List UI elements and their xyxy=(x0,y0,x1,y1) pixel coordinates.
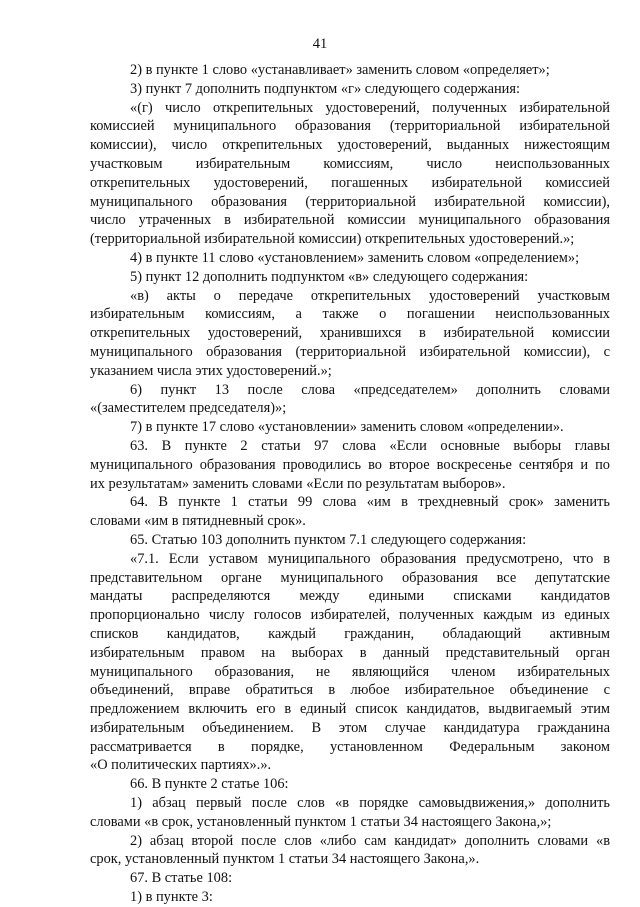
text-line: их результатам» заменить словами «Если по результатам выборов». xyxy=(90,475,506,492)
text-line: списков кандидатов, каждый гражданин, обладающий активным xyxy=(90,625,610,642)
text-line: «О политических партиях».». xyxy=(90,757,272,774)
text-line: 2) абзац второй после слов «либо сам кандидат» дополнить словами «в xyxy=(130,832,610,849)
text-line: 1) абзац первый после слов «в порядке самовыдвижения,» дополнить xyxy=(130,795,610,812)
text-line: 67. В статье 108: xyxy=(130,870,233,887)
text-line: указанием числа этих удостоверений.»; xyxy=(90,362,332,379)
text-line: «(г) число открепительных удостоверений, полученных избирательной xyxy=(130,99,610,116)
text-line: 1) в пункте 3: xyxy=(130,889,213,906)
text-line: «7.1. Если уставом муниципального образования предусмотрено, что в xyxy=(130,550,610,567)
text-line: избирательным объединением. В этом случае кандидатура гражданина xyxy=(90,719,610,736)
text-line: словами «в срок, установленный пунктом 1 статьи 34 настоящего Закона,»; xyxy=(90,813,552,830)
text-line: пропорционально числу голосов избирателей, полученных каждым из единых xyxy=(90,607,610,624)
text-line: открепительных удостоверений, хранившихся в избирательной комиссии xyxy=(90,325,610,342)
text-line: 66. В пункте 2 статье 106: xyxy=(130,776,289,793)
text-line: предложением включить его в единый список кандидатов, выдвигаемый этим xyxy=(90,701,610,718)
text-line: 7) в пункте 17 слово «установлении» заменить словом «определении». xyxy=(130,419,564,436)
text-line: избирательным комиссиям, а также о погашении неиспользованных xyxy=(90,306,610,323)
text-line: 4) в пункте 11 слово «установлением» заменить словом «определением»; xyxy=(130,249,580,266)
text-line: избирательным правом на выборах в данный представительный орган xyxy=(90,644,610,661)
text-line: 3) пункт 7 дополнить подпунктом «г» следующего содержания: xyxy=(130,80,520,97)
text-line: словами «им в пятидневный срок». xyxy=(90,513,306,530)
text-line: объединений, вправе обратиться в любое избирательное объединение с xyxy=(90,682,610,699)
text-line: число утраченных в избирательной комиссии муниципального образования xyxy=(90,212,610,229)
text-line: комиссией муниципального образования (территориальной избирательной xyxy=(90,118,610,135)
text-line: 6) пункт 13 после слова «председателем» дополнить словами xyxy=(130,381,610,398)
text-line: срок, установленный пунктом 1 статьи 34 настоящего Закона,». xyxy=(90,851,480,868)
text-line: 64. В пункте 1 статьи 99 слова «им в трехдневный срок» заменить xyxy=(130,494,610,511)
document-body xyxy=(90,61,610,907)
text-line: 2) в пункте 1 слово «устанавливает» заменить словом «определяет»; xyxy=(130,62,550,78)
text-line: муниципального образования, не являющийся членом избирательных xyxy=(90,663,610,680)
text-line: 63. В пункте 2 статьи 97 слова «Если основные выборы главы xyxy=(130,437,610,454)
text-line: 5) пункт 12 дополнить подпунктом «в» следующего содержания: xyxy=(130,268,529,285)
page-number: 41 xyxy=(312,36,328,52)
text-line: муниципального образования проводились во второе воскресенье сентября и по xyxy=(90,456,610,473)
text-line: муниципального образования (территориальной избирательной комиссии), xyxy=(90,193,610,210)
text-line: (территориальной избирательной комиссии) открепительных удостоверений.»; xyxy=(90,231,575,248)
text-line: «в) акты о передаче открепительных удостоверений участковым xyxy=(130,287,610,304)
text-line: муниципального образования (территориальной избирательной комиссии), с xyxy=(90,343,610,360)
text-line: мандаты распределяются между едиными списками кандидатов xyxy=(90,588,610,605)
text-line: представительном органе муниципального образования все депутатские xyxy=(90,569,610,586)
text-line: «(заместителем председателя)»; xyxy=(90,400,287,417)
text-line: 65. Статью 103 дополнить пунктом 7.1 следующего содержания: xyxy=(130,531,527,548)
text-line: рассматривается в порядке, установленном Федеральным законом xyxy=(90,738,610,755)
text-line: комиссии), число открепительных удостоверений, выданных нижестоящим xyxy=(90,137,610,154)
text-line: участковым избирательным комиссиям, число неиспользованных xyxy=(90,155,610,172)
text-line: открепительных удостоверений, погашенных избирательной комиссией xyxy=(90,174,610,191)
